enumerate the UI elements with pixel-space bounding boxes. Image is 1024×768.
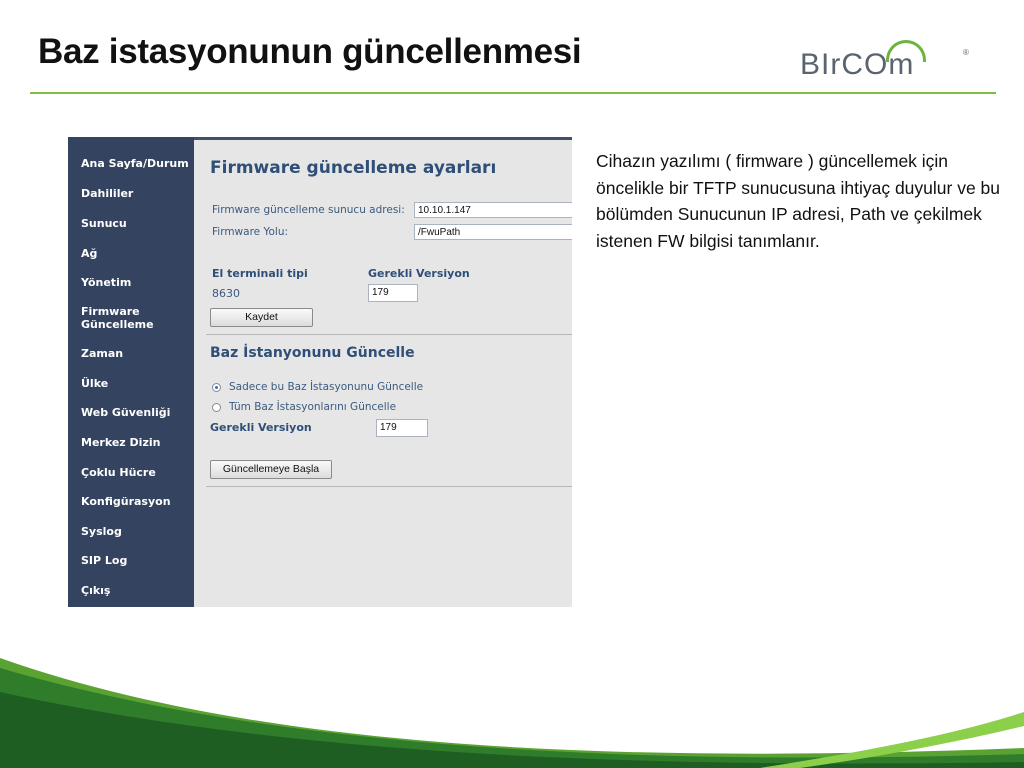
sidebar-item-central-directory[interactable]: Merkez Dizin (81, 436, 161, 449)
main-panel (194, 140, 572, 607)
section-divider (206, 334, 572, 335)
update-version-label: Gerekli Versiyon (210, 421, 312, 434)
required-version-header: Gerekli Versiyon (368, 267, 470, 280)
sidebar-item-time[interactable]: Zaman (81, 347, 124, 360)
update-version-input[interactable]: 179 (376, 419, 428, 437)
sidebar-item-multi-cell[interactable]: Çoklu Hücre (81, 466, 156, 479)
update-heading: Baz İstanyonunu Güncelle (210, 345, 415, 361)
bircom-logo (800, 42, 970, 84)
sidebar-item-management[interactable]: Yönetim (81, 276, 132, 289)
sidebar-item-sip-log[interactable]: SIP Log (81, 554, 128, 567)
sidebar-item-configuration[interactable]: Konfigürasyon (81, 495, 171, 508)
terminal-type-value: 8630 (212, 287, 240, 300)
radio-update-all[interactable] (212, 403, 221, 412)
logo-text: BIrCOm (800, 48, 915, 81)
server-address-input[interactable]: 10.10.1.147 (414, 202, 572, 218)
radio-update-single[interactable] (212, 383, 221, 392)
sidebar-item-extensions[interactable]: Dahililer (81, 187, 134, 200)
sidebar-item-firmware[interactable]: Firmware Güncelleme (81, 305, 154, 331)
save-button[interactable]: Kaydet (210, 308, 313, 327)
firmware-heading: Firmware güncelleme ayarları (210, 158, 497, 178)
required-version-input[interactable]: 179 (368, 284, 418, 302)
server-address-label: Firmware güncelleme sunucu adresi: (212, 204, 405, 216)
sidebar-item-logout[interactable]: Çıkış (81, 584, 111, 597)
sidebar-item-syslog[interactable]: Syslog (81, 525, 122, 538)
embedded-screenshot (68, 137, 572, 607)
footer-swoosh (0, 640, 1024, 768)
sidebar-item-web-security[interactable]: Web Güvenliği (81, 406, 171, 419)
firmware-path-label: Firmware Yolu: (212, 226, 289, 238)
sidebar-item-country[interactable]: Ülke (81, 377, 109, 390)
start-update-button[interactable]: Güncellemeye Başla (210, 460, 332, 479)
logo-registered-mark: ® (963, 48, 969, 57)
slide-title: Baz istasyonunun güncellenmesi (38, 32, 582, 71)
sidebar-item-network[interactable]: Ağ (81, 247, 98, 260)
terminal-type-header: El terminali tipi (212, 267, 308, 280)
radio-update-single-label: Sadece bu Baz İstasyonunu Güncelle (229, 381, 424, 393)
description-text: Cihazın yazılımı ( firmware ) güncellemek için öncelikle bir TFTP sunucusuna ihtiyaç duyulur ve bu bölümden Sunucunun IP adresi, Path ve çekilmek istenen FW bilgisi tanımlanır. (596, 151, 1001, 251)
firmware-path-input[interactable]: /FwuPath (414, 224, 572, 240)
bottom-divider (206, 486, 572, 487)
sidebar-item-server[interactable]: Sunucu (81, 217, 127, 230)
radio-update-all-label: Tüm Baz İstasyonlarını Güncelle (229, 401, 397, 413)
sidebar-item-home[interactable]: Ana Sayfa/Durum (81, 157, 189, 170)
title-divider (30, 92, 996, 94)
sidebar (68, 137, 194, 607)
